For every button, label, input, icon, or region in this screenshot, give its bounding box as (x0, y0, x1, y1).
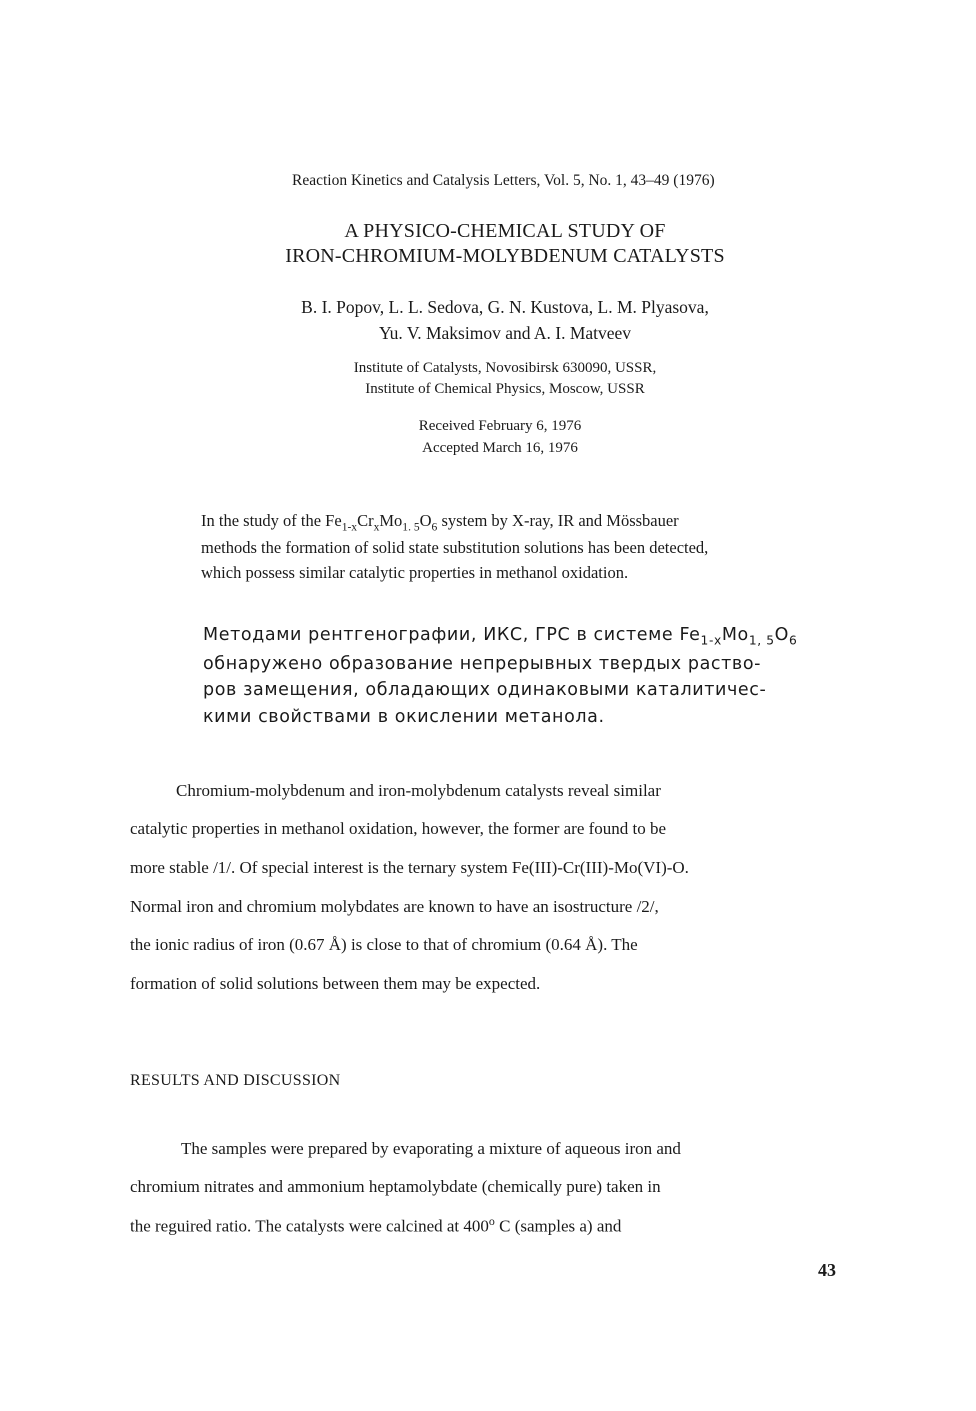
results-line-1: The samples were prepared by evaporating a mixture of aqueous iron and (181, 1139, 681, 1158)
results-line-2: chromium nitrates and ammonium heptamolybdate (chemically pure) taken in (130, 1177, 661, 1196)
accepted-date: Accepted March 16, 1976 (422, 440, 578, 456)
intro-line-6: formation of solid solutions between them may be expected. (130, 974, 541, 993)
authors-line-1: B. I. Popov, L. L. Sedova, G. N. Kustova, L. M. Plyasova, (301, 297, 709, 317)
abstract-en-line-3: which possess similar catalytic properties in methanol oxidation. (201, 563, 629, 582)
received-date: Received February 6, 1976 (418, 418, 582, 434)
intro-line-4: Normal iron and chromium molybdates are known to have an isostructure /2/, (130, 897, 659, 916)
page-number: 43 (818, 1260, 836, 1280)
journal-citation: Reaction Kinetics and Catalysis Letters, Vol. 5, No. 1, 43–49 (1976) (292, 172, 715, 189)
abstract-ru-line-3: ров замещения, обладающих одинаковыми каталитичес- (203, 680, 767, 700)
results-line-3: the reguired ratio. The catalysts were calcined at 400$^o$ C (samples a) and (130, 1214, 622, 1236)
abstract-ru-line-2: обнаружено образование непрерывных твердых раство- (203, 654, 762, 674)
paper-title-line-2: IRON-CHROMIUM-MOLYBDENUM CATALYSTS (285, 245, 725, 267)
abstract-ru-line-4: кими свойствами в окислении метанола. (203, 707, 605, 727)
section-heading: RESULTS AND DISCUSSION (130, 1072, 341, 1089)
affiliation-line-2: Institute of Chemical Physics, Moscow, USSR (365, 381, 645, 397)
abstract-en-line-1: In the study of the $Fe_{1-x}Cr_xMo_{1. 5}O_6$ system by X-ray, IR and Mössbauer (201, 511, 679, 534)
intro-line-2: catalytic properties in methanol oxidation, however, the former are found to be (130, 819, 667, 838)
intro-line-5: the ionic radius of iron (0.67 Å) is close to that of chromium (0.64 Å). The (130, 935, 638, 954)
abstract-en-line-2: methods the formation of solid state substitution solutions has been detected, (201, 538, 709, 557)
intro-line-3: more stable /1/. Of special interest is the ternary system Fe(III)-Cr(III)-Mo(VI)-O. (130, 858, 689, 877)
abstract-ru-line-1: Методами рентгенографии, ИКС, ГРС в системе $Fe_{1-x}Mo_{1, 5}O_6$ (203, 625, 798, 648)
intro-line-1: Chromium-molybdenum and iron-molybdenum catalysts reveal similar (176, 781, 661, 800)
authors-line-2: Yu. V. Maksimov and A. I. Matveev (378, 323, 632, 343)
paper-title-line-1: A PHYSICO-CHEMICAL STUDY OF (344, 220, 666, 242)
affiliation-line-1: Institute of Catalysts, Novosibirsk 630090, USSR, (353, 360, 657, 376)
